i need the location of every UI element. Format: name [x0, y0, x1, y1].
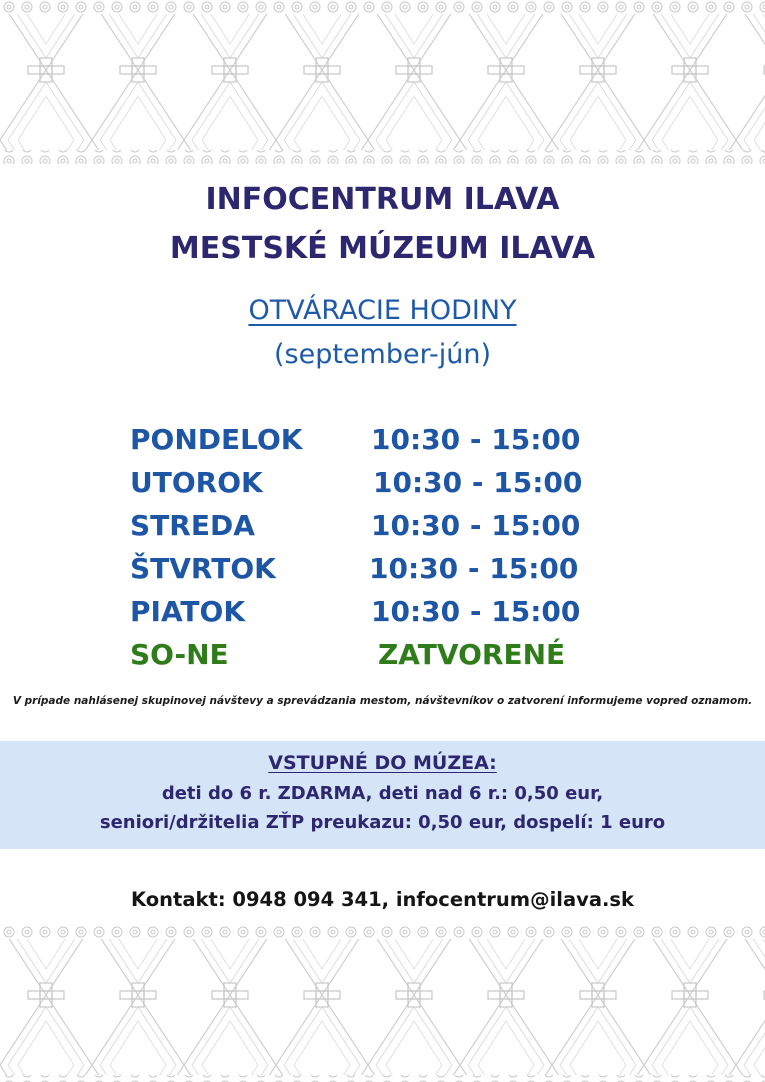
time-range: 10:30 - 15:00: [371, 595, 581, 628]
day-label: PONDELOK: [130, 423, 303, 456]
hours-row-monday: [0, 420, 765, 460]
hours-row-friday: [0, 592, 765, 632]
season-period: (september-jún): [274, 339, 491, 370]
admission-line-1: deti do 6 r. ZDARMA, deti nad 6 r.: 0,50 eur,: [161, 783, 604, 804]
time-range: 10:30 - 15:00: [373, 466, 583, 499]
hours-row-tuesday: [0, 463, 765, 503]
time-range: 10:30 - 15:00: [369, 552, 579, 585]
title-line-1: INFOCENTRUM ILAVA: [205, 182, 560, 217]
hours-row-thursday: [0, 549, 765, 589]
opening-hours-heading: OTVÁRACIE HODINY: [248, 295, 517, 326]
title-line-2: MESTSKÉ MÚZEUM ILAVA: [169, 231, 596, 266]
day-label: UTOROK: [130, 466, 263, 499]
folk-pattern-band-bottom: [0, 925, 765, 1082]
folk-pattern-band-top: [0, 0, 765, 165]
admission-box: [0, 741, 765, 849]
hours-row-weekend: [0, 635, 765, 675]
day-label: SO-NE: [130, 638, 229, 671]
day-label: ŠTVRTOK: [130, 552, 276, 585]
contact-info: Kontakt: 0948 094 341, infocentrum@ilava.sk: [131, 888, 634, 911]
admission-line-2: seniori/držitelia ZŤP preukazu: 0,50 eur, dospelí: 1 euro: [99, 812, 666, 833]
admission-title: VSTUPNÉ DO MÚZEA:: [268, 752, 497, 774]
opening-hours-table: [0, 420, 765, 680]
day-label: STREDA: [130, 509, 255, 542]
day-label: PIATOK: [130, 595, 246, 628]
time-range: 10:30 - 15:00: [371, 509, 581, 542]
hours-row-wednesday: [0, 506, 765, 546]
group-visit-notice: V prípade nahlásenej skupinovej návštevy a sprevádzania mestom, návštevníkov o zatvorení informujeme vopred oznamom.: [12, 695, 753, 707]
time-range: 10:30 - 15:00: [371, 423, 581, 456]
closed-label: ZATVORENÉ: [378, 638, 566, 671]
